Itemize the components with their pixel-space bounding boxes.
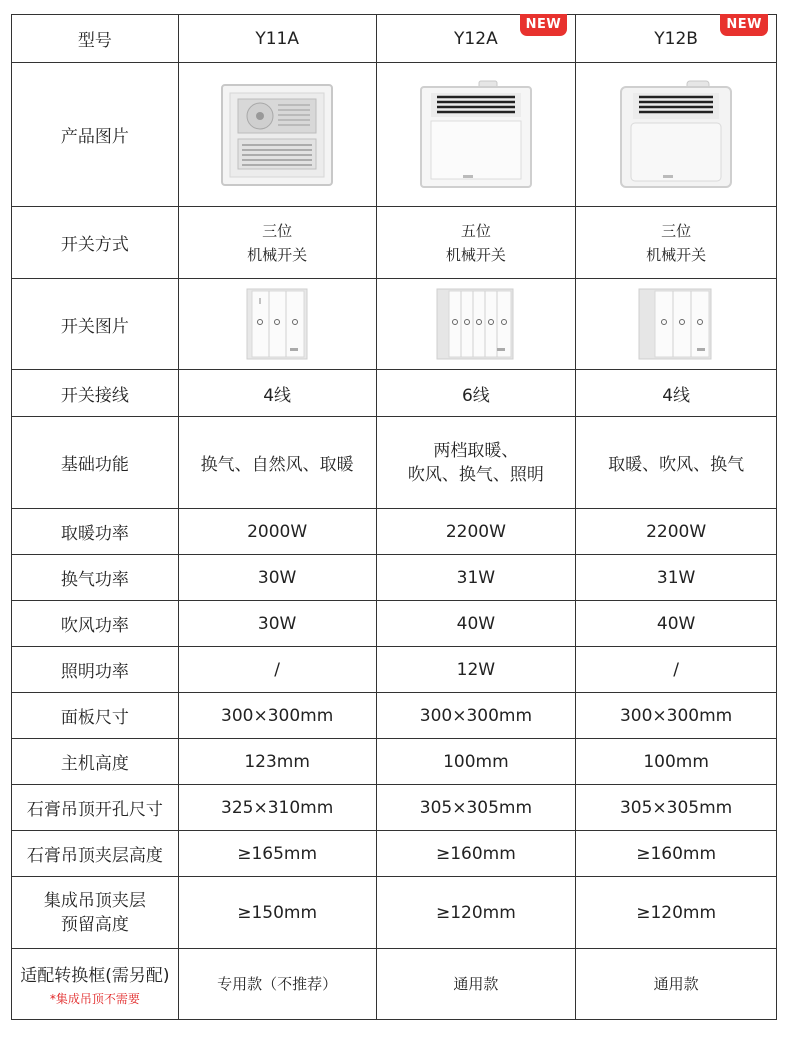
- model-y11a: Y11A: [179, 14, 377, 63]
- heat-power-y11a: 2000W: [179, 509, 377, 555]
- adapter-y12b: 通用款: [576, 949, 777, 1020]
- row-label-line-1: 集成吊顶夹层: [43, 890, 146, 911]
- adapter-y12a: 通用款: [377, 949, 577, 1020]
- comparison-table: [11, 14, 777, 1020]
- wiring-y12a: 6线: [377, 370, 577, 417]
- gypsum-layer-y11a: ≥165mm: [179, 831, 377, 877]
- blow-power-row: [11, 601, 777, 647]
- panel-size-row: [11, 693, 777, 739]
- product-image-row: [11, 63, 777, 207]
- functions-y12b: 取暖、吹风、换气: [576, 417, 777, 509]
- row-label: 产品图片: [12, 63, 179, 207]
- switch-kind: 机械开关: [646, 245, 707, 264]
- blow-power-y12a: 40W: [377, 601, 577, 647]
- switch-kind: 机械开关: [445, 245, 506, 264]
- model-y12b: Y12B: [654, 28, 698, 49]
- host-height-y11a: 123mm: [179, 739, 377, 785]
- row-label: 主机高度: [12, 739, 179, 785]
- model-y12a: Y12A: [454, 28, 498, 49]
- switch-image-y12a: [377, 279, 577, 370]
- model-y12a-cell: [377, 14, 577, 63]
- gypsum-hole-y11a: 325×310mm: [179, 785, 377, 831]
- vent-power-row: [11, 555, 777, 601]
- panel-size-y12a: 300×300mm: [377, 693, 577, 739]
- light-power-y12b: /: [576, 647, 777, 693]
- integrated-layer-row: [11, 877, 777, 949]
- header-row: [11, 14, 777, 63]
- gypsum-layer-row: [11, 831, 777, 877]
- functions-line-1: 两档取暖、: [433, 440, 519, 461]
- host-height-y12b: 100mm: [576, 739, 777, 785]
- header-label: 型号: [12, 14, 179, 63]
- row-label: 石膏吊顶开孔尺寸: [12, 785, 179, 831]
- integrated-layer-y12b: ≥120mm: [576, 877, 777, 949]
- row-label: 开关方式: [12, 207, 179, 279]
- functions-line-2: 吹风、换气、照明: [407, 464, 544, 485]
- switch-type-y11a: [179, 207, 377, 279]
- functions-y11a: 换气、自然风、取暖: [179, 417, 377, 509]
- row-label: 换气功率: [12, 555, 179, 601]
- heater-y12b-image: [619, 79, 733, 191]
- three-gang-switch-image: [637, 286, 715, 362]
- switch-image-y11a: [179, 279, 377, 370]
- heater-y11a-image: [220, 83, 334, 187]
- switch-positions: 三位: [661, 221, 692, 240]
- row-label: [12, 877, 179, 949]
- light-power-y12a: 12W: [377, 647, 577, 693]
- row-label: 面板尺寸: [12, 693, 179, 739]
- switch-image-row: [11, 279, 777, 370]
- vent-power-y11a: 30W: [179, 555, 377, 601]
- gypsum-layer-y12b: ≥160mm: [576, 831, 777, 877]
- gypsum-layer-y12a: ≥160mm: [377, 831, 577, 877]
- blow-power-y11a: 30W: [179, 601, 377, 647]
- heat-power-y12b: 2200W: [576, 509, 777, 555]
- wiring-y11a: 4线: [179, 370, 377, 417]
- switch-type-y12b: [576, 207, 777, 279]
- row-label: 吹风功率: [12, 601, 179, 647]
- product-image-y11a: [179, 63, 377, 207]
- switch-type-row: [11, 207, 777, 279]
- switch-positions: 三位: [262, 221, 293, 240]
- functions-y12a: [377, 417, 577, 509]
- functions-row: [11, 417, 777, 509]
- row-label: 照明功率: [12, 647, 179, 693]
- switch-kind: 机械开关: [247, 245, 308, 264]
- host-height-y12a: 100mm: [377, 739, 577, 785]
- product-image-y12b: [576, 63, 777, 207]
- switch-positions: 五位: [460, 221, 491, 240]
- wiring-y12b: 4线: [576, 370, 777, 417]
- row-label: [12, 949, 179, 1020]
- integrated-layer-y12a: ≥120mm: [377, 877, 577, 949]
- gypsum-hole-y12a: 305×305mm: [377, 785, 577, 831]
- gypsum-hole-y12b: 305×305mm: [576, 785, 777, 831]
- heat-power-y12a: 2200W: [377, 509, 577, 555]
- blow-power-y12b: 40W: [576, 601, 777, 647]
- row-label: 石膏吊顶夹层高度: [12, 831, 179, 877]
- switch-type-y12a: [377, 207, 577, 279]
- model-y12b-cell: [576, 14, 777, 63]
- vent-power-y12b: 31W: [576, 555, 777, 601]
- panel-size-y11a: 300×300mm: [179, 693, 377, 739]
- row-label: 开关图片: [12, 279, 179, 370]
- adapter-label: 适配转换框(需另配): [20, 966, 170, 986]
- adapter-y11a: 专用款（不推荐）: [179, 949, 377, 1020]
- switch-image-y12b: [576, 279, 777, 370]
- adapter-row: [11, 949, 777, 1020]
- gypsum-hole-row: [11, 785, 777, 831]
- integrated-layer-y11a: ≥150mm: [179, 877, 377, 949]
- row-label: 开关接线: [12, 370, 179, 417]
- wiring-row: [11, 370, 777, 417]
- new-badge: NEW: [720, 14, 768, 36]
- panel-size-y12b: 300×300mm: [576, 693, 777, 739]
- light-power-row: [11, 647, 777, 693]
- light-power-y11a: /: [179, 647, 377, 693]
- three-gang-switch-image: [244, 286, 310, 362]
- row-label: 基础功能: [12, 417, 179, 509]
- row-label-line-2: 预留高度: [60, 914, 129, 935]
- adapter-note: *集成吊顶不需要: [49, 992, 140, 1006]
- new-badge: NEW: [520, 14, 568, 36]
- row-label: 取暖功率: [12, 509, 179, 555]
- five-gang-switch-image: [435, 286, 517, 362]
- heat-power-row: [11, 509, 777, 555]
- vent-power-y12a: 31W: [377, 555, 577, 601]
- heater-y12a-image: [419, 79, 533, 191]
- host-height-row: [11, 739, 777, 785]
- product-image-y12a: [377, 63, 577, 207]
